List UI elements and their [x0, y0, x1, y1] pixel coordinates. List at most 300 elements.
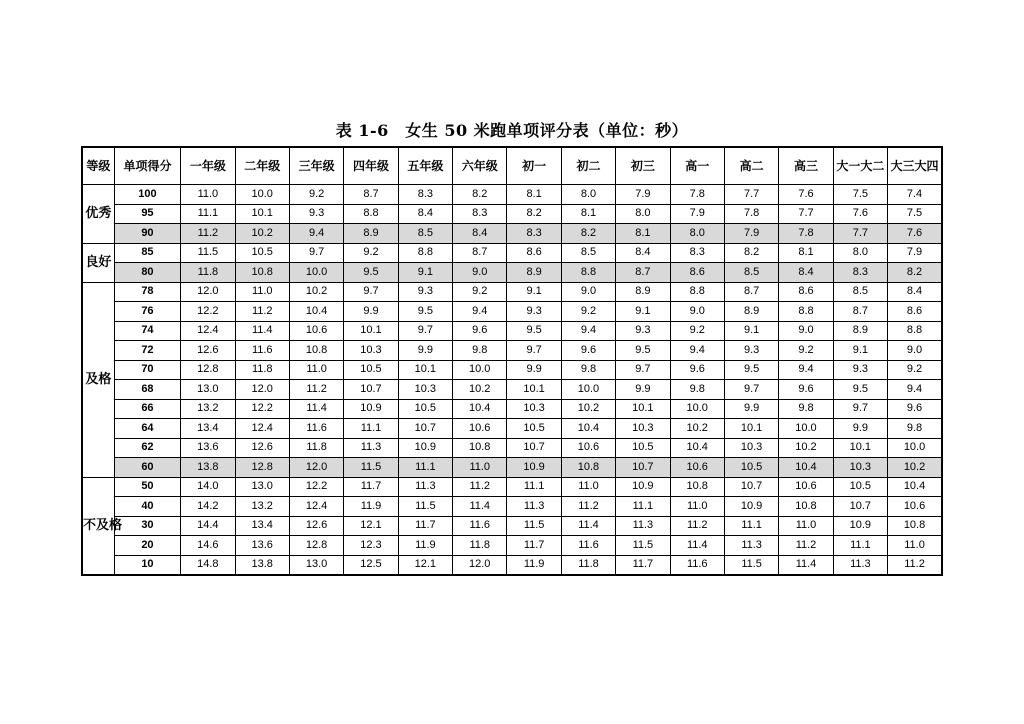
header-col: 初一: [507, 147, 561, 185]
value-cell: 11.6: [561, 536, 615, 556]
value-cell: 10.9: [344, 399, 398, 419]
score-table: [81, 146, 943, 576]
value-cell: 11.2: [888, 555, 942, 575]
value-cell: 10.8: [453, 438, 507, 458]
value-cell: 8.6: [888, 302, 942, 322]
value-cell: 11.1: [833, 536, 887, 556]
value-cell: 10.4: [670, 438, 724, 458]
value-cell: 12.5: [344, 555, 398, 575]
value-cell: 8.5: [561, 243, 615, 263]
value-cell: 8.8: [398, 243, 452, 263]
value-cell: 12.0: [453, 555, 507, 575]
value-cell: 11.4: [235, 321, 289, 341]
value-cell: 9.9: [833, 419, 887, 439]
score-cell: 100: [114, 185, 180, 205]
table-row: [82, 438, 942, 458]
score-cell: 10: [114, 555, 180, 575]
header-col: 初二: [561, 147, 615, 185]
value-cell: 9.6: [670, 360, 724, 380]
score-cell: 78: [114, 282, 180, 302]
value-cell: 11.9: [344, 497, 398, 517]
value-cell: 10.7: [724, 477, 778, 497]
value-cell: 7.4: [888, 185, 942, 205]
value-cell: 11.0: [289, 360, 343, 380]
value-cell: 7.9: [888, 243, 942, 263]
value-cell: 11.4: [289, 399, 343, 419]
value-cell: 11.0: [453, 458, 507, 478]
value-cell: 10.0: [888, 438, 942, 458]
value-cell: 10.6: [779, 477, 833, 497]
value-cell: 11.6: [289, 419, 343, 439]
value-cell: 9.5: [724, 360, 778, 380]
score-cell: 50: [114, 477, 180, 497]
value-cell: 11.2: [453, 477, 507, 497]
value-cell: 10.5: [235, 243, 289, 263]
value-cell: 12.2: [289, 477, 343, 497]
value-cell: 11.5: [724, 555, 778, 575]
value-cell: 9.5: [344, 263, 398, 283]
value-cell: 10.3: [507, 399, 561, 419]
value-cell: 11.8: [181, 263, 235, 283]
value-cell: 9.8: [561, 360, 615, 380]
value-cell: 12.4: [181, 321, 235, 341]
value-cell: 8.9: [724, 302, 778, 322]
value-cell: 9.9: [398, 341, 452, 361]
value-cell: 9.2: [670, 321, 724, 341]
value-cell: 11.1: [398, 458, 452, 478]
table-row: [82, 185, 942, 205]
value-cell: 8.5: [833, 282, 887, 302]
score-cell: 72: [114, 341, 180, 361]
value-cell: 9.2: [453, 282, 507, 302]
header-col: 五年级: [398, 147, 452, 185]
score-cell: 90: [114, 224, 180, 244]
value-cell: 14.6: [181, 536, 235, 556]
value-cell: 11.4: [779, 555, 833, 575]
value-cell: 9.2: [344, 243, 398, 263]
score-cell: 40: [114, 497, 180, 517]
value-cell: 11.2: [670, 516, 724, 536]
header-col: 六年级: [453, 147, 507, 185]
value-cell: 8.4: [398, 204, 452, 224]
value-cell: 10.3: [833, 458, 887, 478]
value-cell: 8.2: [561, 224, 615, 244]
header-row: [82, 147, 942, 185]
value-cell: 11.1: [616, 497, 670, 517]
value-cell: 10.5: [616, 438, 670, 458]
header-col: 高三: [779, 147, 833, 185]
value-cell: 8.1: [507, 185, 561, 205]
value-cell: 13.8: [235, 555, 289, 575]
value-cell: 12.6: [181, 341, 235, 361]
value-cell: 8.0: [616, 204, 670, 224]
value-cell: 10.1: [833, 438, 887, 458]
value-cell: 9.8: [779, 399, 833, 419]
value-cell: 9.7: [507, 341, 561, 361]
value-cell: 8.9: [344, 224, 398, 244]
value-cell: 13.2: [235, 497, 289, 517]
value-cell: 10.4: [888, 477, 942, 497]
value-cell: 11.3: [833, 555, 887, 575]
value-cell: 10.0: [235, 185, 289, 205]
table-row: [82, 497, 942, 517]
value-cell: 11.3: [507, 497, 561, 517]
value-cell: 8.9: [507, 263, 561, 283]
value-cell: 10.4: [561, 419, 615, 439]
value-cell: 11.0: [670, 497, 724, 517]
table-row: [82, 477, 942, 497]
value-cell: 9.8: [453, 341, 507, 361]
table-row: [82, 516, 942, 536]
value-cell: 11.7: [398, 516, 452, 536]
value-cell: 9.7: [289, 243, 343, 263]
value-cell: 11.0: [181, 185, 235, 205]
table-row: [82, 360, 942, 380]
value-cell: 10.0: [453, 360, 507, 380]
value-cell: 11.2: [181, 224, 235, 244]
value-cell: 8.7: [833, 302, 887, 322]
grade-cell: 良好: [82, 243, 114, 282]
value-cell: 10.0: [670, 399, 724, 419]
header-col: 初三: [616, 147, 670, 185]
value-cell: 9.9: [616, 380, 670, 400]
score-cell: 64: [114, 419, 180, 439]
value-cell: 7.6: [833, 204, 887, 224]
value-cell: 9.3: [398, 282, 452, 302]
value-cell: 8.7: [344, 185, 398, 205]
value-cell: 11.5: [398, 497, 452, 517]
value-cell: 10.6: [888, 497, 942, 517]
value-cell: 10.9: [724, 497, 778, 517]
value-cell: 8.1: [616, 224, 670, 244]
value-cell: 8.8: [779, 302, 833, 322]
value-cell: 10.6: [670, 458, 724, 478]
value-cell: 9.8: [670, 380, 724, 400]
value-cell: 8.0: [833, 243, 887, 263]
value-cell: 7.5: [888, 204, 942, 224]
value-cell: 10.8: [289, 341, 343, 361]
value-cell: 11.0: [888, 536, 942, 556]
value-cell: 10.7: [616, 458, 670, 478]
score-cell: 76: [114, 302, 180, 322]
page-title: 表 1-6 女生 50 米跑单项评分表（单位：秒）: [335, 121, 689, 140]
value-cell: 9.4: [670, 341, 724, 361]
value-cell: 13.6: [235, 536, 289, 556]
value-cell: 8.3: [507, 224, 561, 244]
value-cell: 8.5: [724, 263, 778, 283]
value-cell: 9.0: [453, 263, 507, 283]
value-cell: 8.8: [888, 321, 942, 341]
value-cell: 9.6: [453, 321, 507, 341]
value-cell: 9.3: [616, 321, 670, 341]
value-cell: 12.3: [344, 536, 398, 556]
header-grade: 等级: [82, 147, 114, 185]
table-row: [82, 263, 942, 283]
score-cell: 80: [114, 263, 180, 283]
value-cell: 10.0: [779, 419, 833, 439]
value-cell: 11.4: [561, 516, 615, 536]
value-cell: 9.3: [507, 302, 561, 322]
value-cell: 10.9: [833, 516, 887, 536]
value-cell: 10.6: [453, 419, 507, 439]
value-cell: 8.6: [507, 243, 561, 263]
value-cell: 9.8: [888, 419, 942, 439]
value-cell: 7.7: [724, 185, 778, 205]
value-cell: 11.8: [453, 536, 507, 556]
header-col: 二年级: [235, 147, 289, 185]
value-cell: 11.5: [507, 516, 561, 536]
value-cell: 11.2: [289, 380, 343, 400]
value-cell: 8.8: [561, 263, 615, 283]
value-cell: 11.0: [779, 516, 833, 536]
table-row: [82, 555, 942, 575]
value-cell: 8.4: [888, 282, 942, 302]
value-cell: 9.6: [888, 399, 942, 419]
table-row: [82, 243, 942, 263]
value-cell: 7.9: [670, 204, 724, 224]
value-cell: 9.9: [724, 399, 778, 419]
value-cell: 10.5: [507, 419, 561, 439]
header-col: 高一: [670, 147, 724, 185]
grade-cell: 不及格: [82, 477, 114, 575]
score-cell: 74: [114, 321, 180, 341]
value-cell: 12.0: [181, 282, 235, 302]
value-cell: 8.5: [398, 224, 452, 244]
value-cell: 9.2: [561, 302, 615, 322]
table-row: [82, 458, 942, 478]
value-cell: 11.9: [398, 536, 452, 556]
value-cell: 9.4: [289, 224, 343, 244]
value-cell: 10.7: [344, 380, 398, 400]
value-cell: 10.4: [289, 302, 343, 322]
value-cell: 8.9: [616, 282, 670, 302]
header-col: 大三大四: [888, 147, 942, 185]
table-row: [82, 536, 942, 556]
table-row: [82, 224, 942, 244]
value-cell: 10.2: [888, 458, 942, 478]
value-cell: 9.0: [670, 302, 724, 322]
value-cell: 9.7: [616, 360, 670, 380]
value-cell: 13.4: [235, 516, 289, 536]
value-cell: 10.8: [888, 516, 942, 536]
value-cell: 13.0: [181, 380, 235, 400]
value-cell: 8.8: [344, 204, 398, 224]
value-cell: 11.1: [724, 516, 778, 536]
value-cell: 10.1: [344, 321, 398, 341]
table-row: [82, 419, 942, 439]
value-cell: 9.1: [616, 302, 670, 322]
value-cell: 9.7: [833, 399, 887, 419]
value-cell: 9.4: [561, 321, 615, 341]
value-cell: 8.0: [670, 224, 724, 244]
value-cell: 8.8: [670, 282, 724, 302]
header-col: 大一大二: [833, 147, 887, 185]
value-cell: 9.5: [833, 380, 887, 400]
header-col: 四年级: [344, 147, 398, 185]
value-cell: 9.0: [561, 282, 615, 302]
value-cell: 10.7: [507, 438, 561, 458]
value-cell: 13.8: [181, 458, 235, 478]
value-cell: 7.9: [616, 185, 670, 205]
score-cell: 95: [114, 204, 180, 224]
value-cell: 11.2: [779, 536, 833, 556]
value-cell: 10.5: [398, 399, 452, 419]
score-cell: 85: [114, 243, 180, 263]
value-cell: 8.2: [724, 243, 778, 263]
value-cell: 11.5: [616, 536, 670, 556]
value-cell: 8.2: [453, 185, 507, 205]
value-cell: 8.3: [398, 185, 452, 205]
value-cell: 10.2: [453, 380, 507, 400]
value-cell: 11.9: [507, 555, 561, 575]
value-cell: 12.4: [289, 497, 343, 517]
table-row: [82, 380, 942, 400]
value-cell: 11.8: [235, 360, 289, 380]
table-row: [82, 399, 942, 419]
value-cell: 8.4: [453, 224, 507, 244]
value-cell: 10.4: [453, 399, 507, 419]
value-cell: 10.1: [616, 399, 670, 419]
value-cell: 8.7: [453, 243, 507, 263]
value-cell: 9.3: [289, 204, 343, 224]
table-row: [82, 302, 942, 322]
value-cell: 9.4: [888, 380, 942, 400]
value-cell: 11.5: [344, 458, 398, 478]
table-row: [82, 282, 942, 302]
value-cell: 11.8: [561, 555, 615, 575]
value-cell: 9.2: [888, 360, 942, 380]
value-cell: 10.8: [779, 497, 833, 517]
value-cell: 11.2: [561, 497, 615, 517]
value-cell: 13.2: [181, 399, 235, 419]
value-cell: 11.6: [670, 555, 724, 575]
value-cell: 9.1: [398, 263, 452, 283]
value-cell: 14.4: [181, 516, 235, 536]
value-cell: 12.1: [344, 516, 398, 536]
value-cell: 9.2: [779, 341, 833, 361]
value-cell: 9.3: [724, 341, 778, 361]
value-cell: 9.3: [833, 360, 887, 380]
value-cell: 11.6: [235, 341, 289, 361]
value-cell: 7.6: [779, 185, 833, 205]
value-cell: 10.4: [779, 458, 833, 478]
score-cell: 66: [114, 399, 180, 419]
value-cell: 10.6: [561, 438, 615, 458]
value-cell: 10.2: [289, 282, 343, 302]
value-cell: 10.2: [779, 438, 833, 458]
score-cell: 68: [114, 380, 180, 400]
score-cell: 60: [114, 458, 180, 478]
value-cell: 8.3: [670, 243, 724, 263]
value-cell: 14.0: [181, 477, 235, 497]
grade-cell: 及格: [82, 282, 114, 477]
value-cell: 10.3: [344, 341, 398, 361]
value-cell: 9.1: [724, 321, 778, 341]
header-score: 单项得分: [114, 147, 180, 185]
value-cell: 11.4: [453, 497, 507, 517]
value-cell: 8.3: [453, 204, 507, 224]
value-cell: 10.7: [833, 497, 887, 517]
value-cell: 11.0: [561, 477, 615, 497]
value-cell: 9.2: [289, 185, 343, 205]
value-cell: 12.8: [289, 536, 343, 556]
grade-cell: 优秀: [82, 185, 114, 244]
value-cell: 10.8: [670, 477, 724, 497]
value-cell: 10.2: [561, 399, 615, 419]
value-cell: 9.4: [779, 360, 833, 380]
value-cell: 9.7: [398, 321, 452, 341]
value-cell: 10.9: [616, 477, 670, 497]
value-cell: 10.2: [235, 224, 289, 244]
value-cell: 11.3: [398, 477, 452, 497]
header-col: 一年级: [181, 147, 235, 185]
value-cell: 10.5: [833, 477, 887, 497]
value-cell: 12.1: [398, 555, 452, 575]
value-cell: 11.1: [181, 204, 235, 224]
value-cell: 9.1: [833, 341, 887, 361]
value-cell: 9.0: [888, 341, 942, 361]
value-cell: 7.5: [833, 185, 887, 205]
value-cell: 10.1: [235, 204, 289, 224]
value-cell: 8.6: [779, 282, 833, 302]
value-cell: 8.3: [833, 263, 887, 283]
value-cell: 9.5: [616, 341, 670, 361]
value-cell: 10.8: [235, 263, 289, 283]
score-cell: 70: [114, 360, 180, 380]
value-cell: 11.3: [616, 516, 670, 536]
value-cell: 10.1: [398, 360, 452, 380]
value-cell: 11.3: [724, 536, 778, 556]
value-cell: 11.3: [344, 438, 398, 458]
value-cell: 11.8: [289, 438, 343, 458]
header-col: 高二: [724, 147, 778, 185]
value-cell: 8.4: [779, 263, 833, 283]
value-cell: 10.1: [724, 419, 778, 439]
value-cell: 10.1: [507, 380, 561, 400]
score-cell: 30: [114, 516, 180, 536]
value-cell: 10.9: [507, 458, 561, 478]
value-cell: 12.8: [181, 360, 235, 380]
value-cell: 11.1: [344, 419, 398, 439]
value-cell: 8.1: [561, 204, 615, 224]
value-cell: 14.8: [181, 555, 235, 575]
value-cell: 10.0: [561, 380, 615, 400]
header-col: 三年级: [289, 147, 343, 185]
value-cell: 9.6: [561, 341, 615, 361]
table-body: [82, 185, 942, 576]
value-cell: 10.0: [289, 263, 343, 283]
value-cell: 7.8: [670, 185, 724, 205]
value-cell: 8.2: [507, 204, 561, 224]
table-row: [82, 341, 942, 361]
value-cell: 8.9: [833, 321, 887, 341]
value-cell: 8.1: [779, 243, 833, 263]
value-cell: 8.4: [616, 243, 670, 263]
value-cell: 12.8: [235, 458, 289, 478]
value-cell: 10.9: [398, 438, 452, 458]
value-cell: 10.8: [561, 458, 615, 478]
value-cell: 9.6: [779, 380, 833, 400]
value-cell: 7.9: [724, 224, 778, 244]
value-cell: 11.2: [235, 302, 289, 322]
value-cell: 9.0: [779, 321, 833, 341]
value-cell: 8.7: [616, 263, 670, 283]
value-cell: 8.6: [670, 263, 724, 283]
value-cell: 12.4: [235, 419, 289, 439]
value-cell: 9.5: [507, 321, 561, 341]
table-row: [82, 321, 942, 341]
value-cell: 12.6: [289, 516, 343, 536]
